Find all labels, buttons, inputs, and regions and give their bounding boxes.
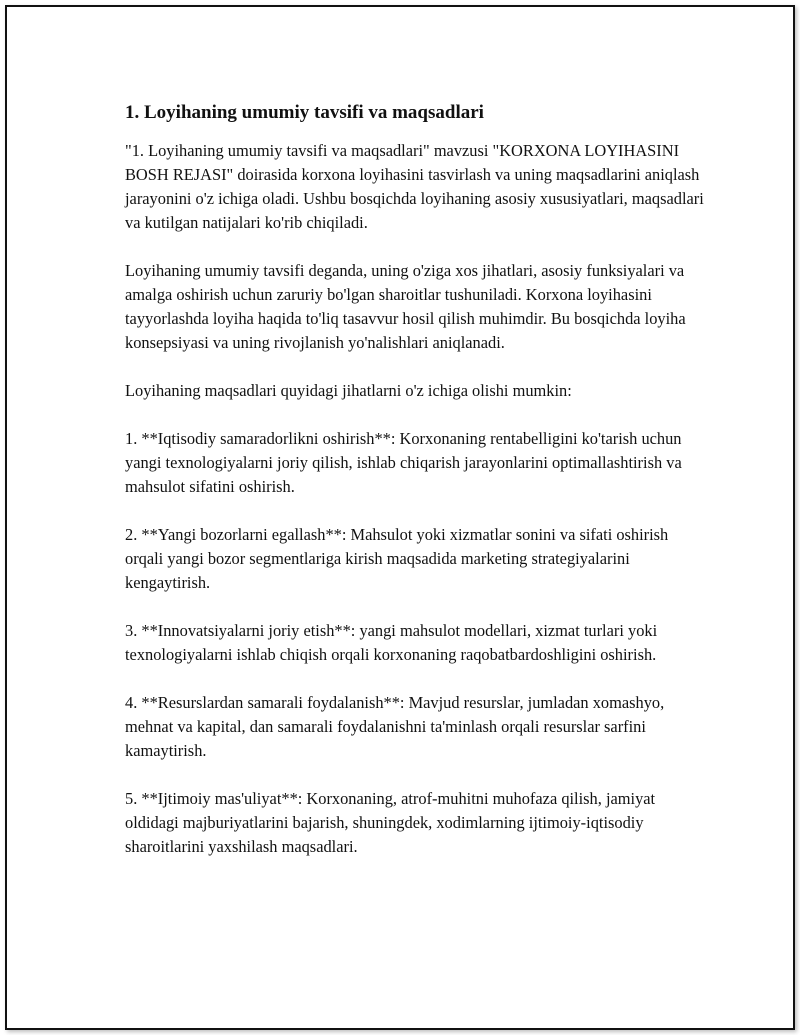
list-item-new-markets: 2. **Yangi bozorlarni egallash**: Mahsulot yoki xizmatlar sonini va sifati oshirish orqali yangi bozor segmentlariga kirish maqsadida marketing strategiyalarini kengaytirish. xyxy=(125,525,669,592)
list-item-social-responsibility: 5. **Ijtimoiy mas'uliyat**: Korxonaning, atrof-muhitni muhofaza qilish, jamiyat oldidagi majburiyatlarini bajarish, shuningdek, xodimlarning ijtimoiy-iqtisodiy sharoitlarini yaxshilash maqsadlari. xyxy=(125,789,656,856)
section-heading: 1. Loyihaning umumiy tavsifi va maqsadlari xyxy=(125,102,484,123)
paragraph-intro: "1. Loyihaning umumiy tavsifi va maqsadlari" mavzusi "KORXONA LOYIHASINI BOSH REJASI" doirasida korxona loyihasini tasvirlash va uning maqsadlarini aniqlash jarayonini o'z ichiga oladi. Ushbu bosqichda loyihaning asosiy xususiyatlari, maqsadlari va kutilgan natijalari ko'rib chiqiladi. xyxy=(125,141,704,232)
list-item-resources: 4. **Resurslardan samarali foydalanish**: Mavjud resurslar, jumladan xomashyo, mehnat va kapital, dan samarali foydalanishni ta'minlash orqali resurslar sarfini kamaytirish. xyxy=(125,693,665,760)
document-content xyxy=(125,101,705,883)
paragraph-description: Loyihaning umumiy tavsifi deganda, uning o'ziga xos jihatlari, asosiy funksiyalari va amalga oshirish uchun zaruriy bo'lgan sharoitlar tushuniladi. Korxona loyihasini tayyorlashda loyiha haqida to'liq tasavvur hosil qilish muhimdir. Bu bosqichda loyiha konsepsiyasi va uning rivojlanish yo'nalishlari aniqlanadi. xyxy=(125,261,686,352)
paragraph-goals-intro: Loyihaning maqsadlari quyidagi jihatlarni o'z ichiga olishi mumkin: xyxy=(125,381,572,400)
list-item-innovations: 3. **Innovatsiyalarni joriy etish**: yangi mahsulot modellari, xizmat turlari yoki texnologiyalarni ishlab chiqish orqali korxonaning raqobatbardoshligini oshirish. xyxy=(125,621,658,664)
list-item-economic-efficiency: 1. **Iqtisodiy samaradorlikni oshirish**: Korxonaning rentabelligini ko'tarish uchun yangi texnologiyalarni joriy qilish, ishlab chiqarish jarayonlarini optimallashtirish va mahsulot sifatini oshirish. xyxy=(125,429,682,496)
document-page xyxy=(5,5,795,1030)
